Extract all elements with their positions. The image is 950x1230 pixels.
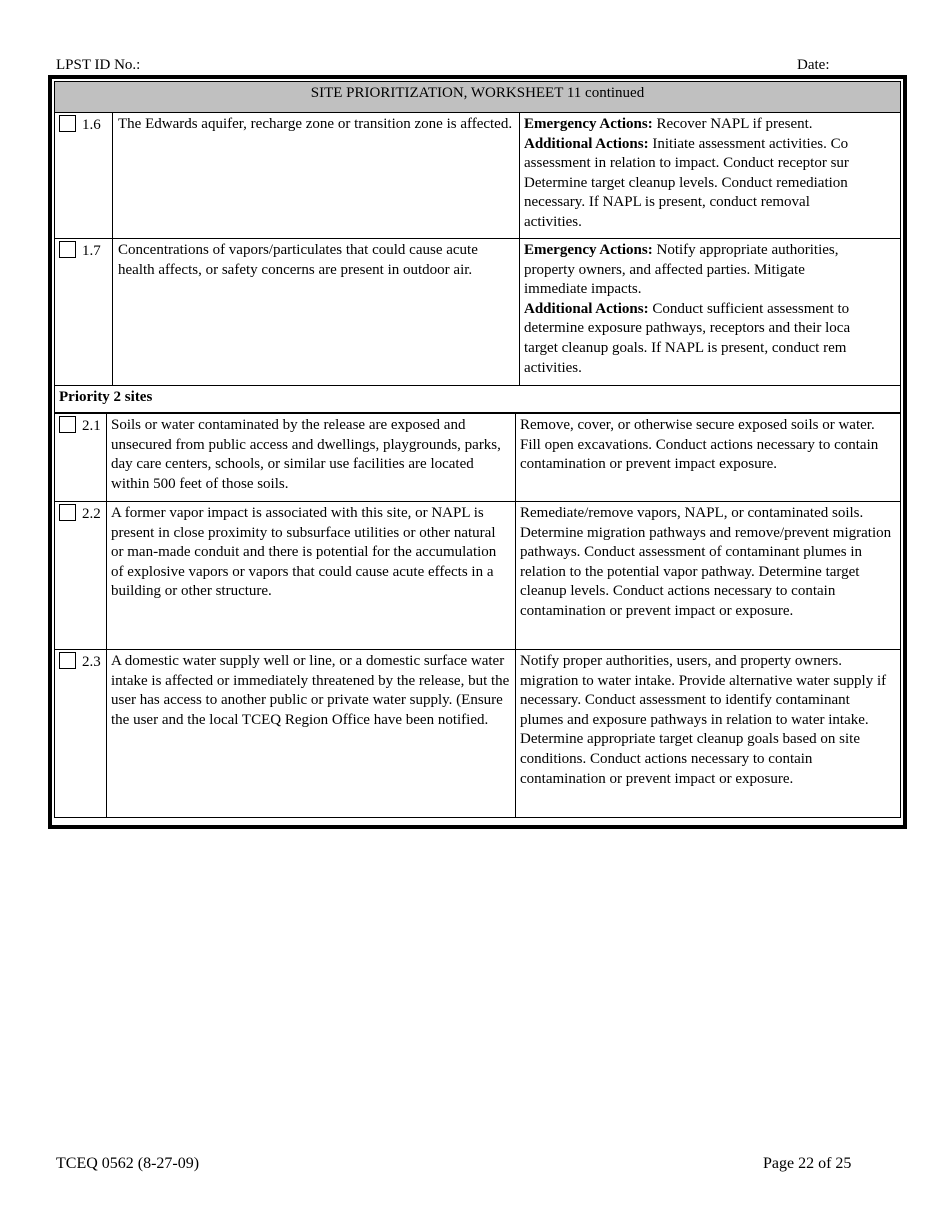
row-number-cell <box>55 502 107 650</box>
row-number: 1.7 <box>82 243 101 259</box>
table-row-2-3 <box>55 650 901 818</box>
condition-cell: The Edwards aquifer, recharge zone or transition zone is affected. <box>113 113 520 239</box>
action-text: necessary. If NAPL is present, conduct removal <box>524 194 810 211</box>
checkbox-2-2[interactable] <box>59 504 76 521</box>
row-number: 1.6 <box>82 117 101 133</box>
priority-2-label: Priority 2 sites <box>55 386 901 413</box>
action-text: determine exposure pathways, receptors and their loca <box>524 320 851 337</box>
row-number: 2.3 <box>82 654 101 670</box>
action-text: target cleanup goals. If NAPL is present, conduct rem <box>524 339 847 356</box>
action-cell <box>520 239 901 386</box>
action-text: assessment in relation to impact. Conduct receptor sur <box>524 155 849 172</box>
action-text: Determine target cleanup levels. Conduct remediation <box>524 174 848 191</box>
table-title: SITE PRIORITIZATION, WORKSHEET 11 continued <box>55 82 901 113</box>
condition-cell: Soils or water contaminated by the release are exposed and unsecured from public access and dwellings, playgrounds, parks, day care centers, schools, or similar use facilities are located within 500 feet of those soils. <box>107 414 516 502</box>
condition-cell: A former vapor impact is associated with this site, or NAPL is present in close proximity to subsurface utilities or other natural or man-made conduit and there is potential for the accumulation of explosive vapors or vapors that could cause acute effects in a building or other structure. <box>107 502 516 650</box>
row-number: 2.2 <box>82 506 101 522</box>
row-number-cell <box>55 113 113 239</box>
action-text: immediate impacts. <box>524 281 642 298</box>
action-text: activities. <box>524 213 582 230</box>
worksheet-table <box>54 81 901 413</box>
page-number: Page 22 of 25 <box>763 1155 852 1172</box>
action-heading: Emergency Actions: <box>524 242 653 258</box>
table-row-1-6 <box>55 113 901 239</box>
priority-2-section <box>55 386 901 413</box>
action-heading: Additional Actions: <box>524 135 649 152</box>
checkbox-2-3[interactable] <box>59 652 76 669</box>
condition-cell: Concentrations of vapors/particulates that could cause acute health affects, or safety concerns are present in outdoor air. <box>113 239 520 386</box>
row-number: 2.1 <box>82 418 101 434</box>
row-number-cell <box>55 414 107 502</box>
lpst-id-label: LPST ID No.: <box>56 57 141 73</box>
action-heading: Emergency Actions: <box>524 116 653 132</box>
action-cell: Remove, cover, or otherwise secure exposed soils or water. Fill open excavations. Conduct actions necessary to contain contamination or prevent impact exposure. <box>516 414 901 502</box>
action-cell <box>520 113 901 239</box>
row-number-cell <box>55 239 113 386</box>
table-row-2-1 <box>55 414 901 502</box>
checkbox-1-6[interactable] <box>59 115 76 132</box>
action-cell: Notify proper authorities, users, and property owners. migration to water intake. Provide alternative water supply if necessary. Conduct assessment to identify contaminant plumes and exposure pathways in relation to water intake. Determine appropriate target cleanup goals based on site conditions. Conduct actions necessary to contain contamination or prevent impact or exposure. <box>516 650 901 818</box>
checkbox-2-1[interactable] <box>59 416 76 433</box>
condition-cell: A domestic water supply well or line, or a domestic surface water intake is affected or immediately threatened by the release, but the user has access to another public or private water supply. (Ensure the user and the local TCEQ Region Office have been notified. <box>107 650 516 818</box>
table-row-1-7 <box>55 239 901 386</box>
worksheet-table-priority-2 <box>54 413 901 818</box>
table-row-2-2 <box>55 502 901 650</box>
form-id: TCEQ 0562 (8-27-09) <box>56 1155 200 1172</box>
action-cell: Remediate/remove vapors, NAPL, or contaminated soils. Determine migration pathways and remove/prevent migration pathways. Conduct assessment of contaminant plumes in relation to the potential vapor pathway. Determine target cleanup levels. Conduct actions necessary to contain contamination or prevent impact or exposure. <box>516 502 901 650</box>
action-text: Notify appropriate authorities, <box>652 242 839 258</box>
checkbox-1-7[interactable] <box>59 241 76 258</box>
action-text: Recover NAPL if present. <box>652 116 813 132</box>
action-text: Initiate assessment activities. Co <box>648 135 849 152</box>
action-text: property owners, and affected parties. Mitigate <box>524 261 805 278</box>
action-text: activities. <box>524 359 582 376</box>
row-number-cell <box>55 650 107 818</box>
worksheet-table-frame <box>48 75 907 829</box>
action-heading: Additional Actions: <box>524 300 649 317</box>
action-text: Conduct sufficient assessment to <box>648 300 850 317</box>
date-label: Date: <box>797 57 830 73</box>
